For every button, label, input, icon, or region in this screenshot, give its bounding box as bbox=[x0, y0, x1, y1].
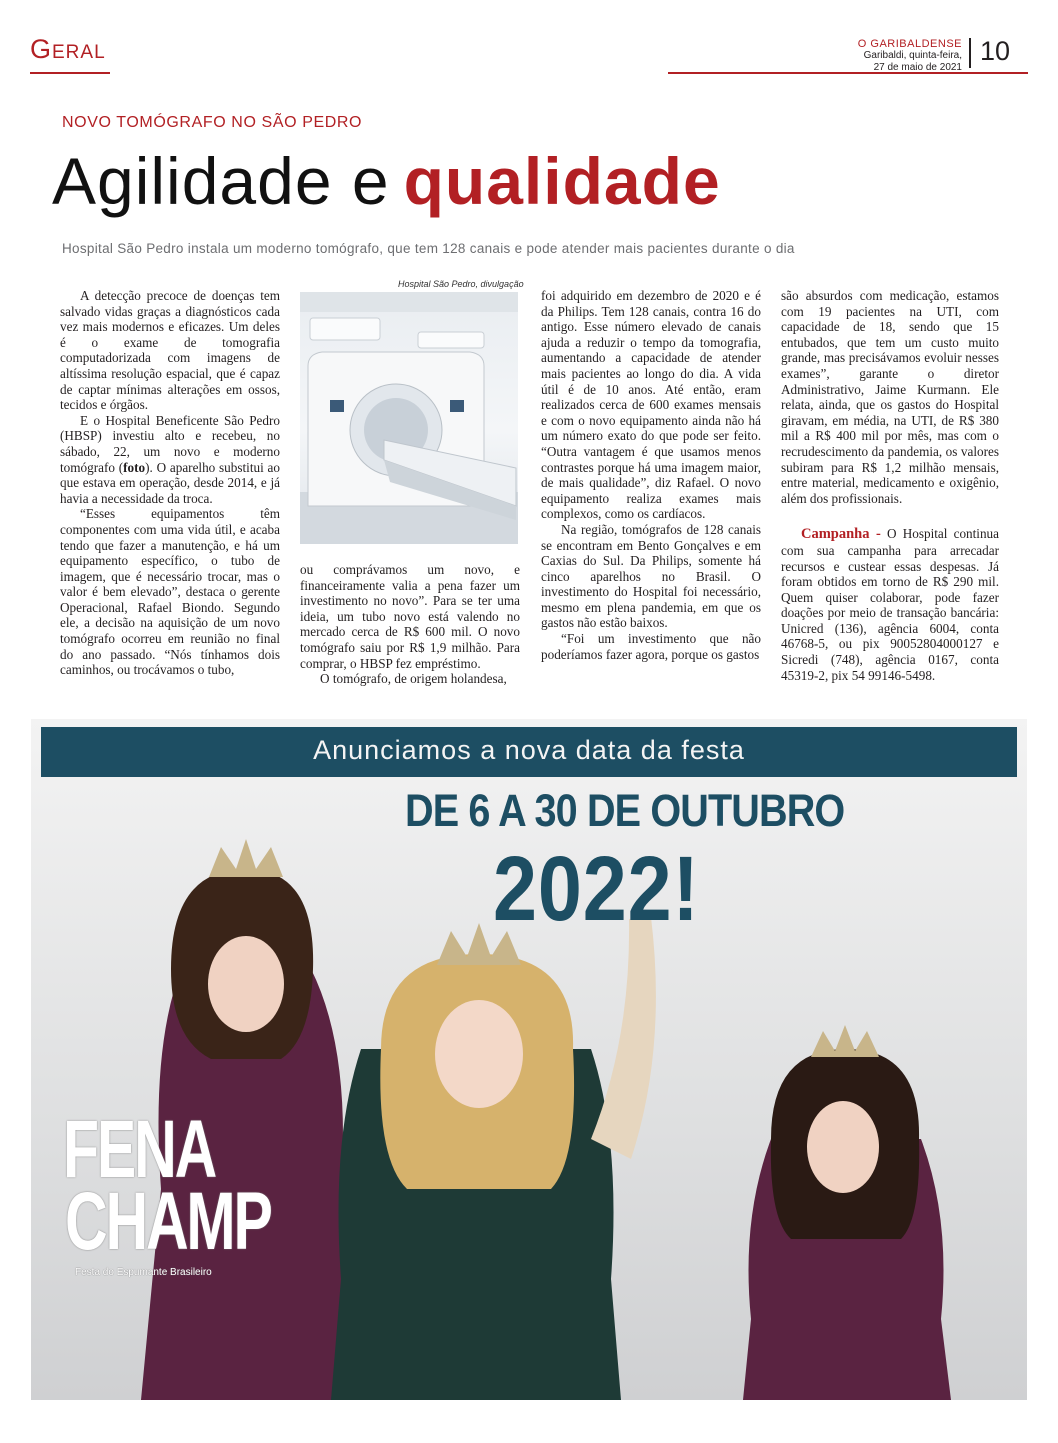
header-rule-right bbox=[668, 72, 1028, 74]
ad-banner bbox=[41, 727, 1017, 777]
ad-banner-text: Anunciamos a nova data da festa bbox=[313, 735, 745, 765]
paragraph: ou comprávamos um novo, e financeiramente valia a pena fazer um investimento no novo”. Para se ter uma ideia, um tubo novo está valendo no mercado cerca de R$ 600 mil. O novo tomógrafo saiu por R$ 1,9 milhão. Para comprar, o HBSP fez empréstimo. bbox=[300, 562, 520, 671]
paragraph: A detecção precoce de doenças tem salvado vidas graças a diagnósticos cada vez mais modernos e eficazes. Um deles é o exame de tomografia computadorizada com imagens de altíssima resolução espacial, que é capaz de captar mínimas alterações em ossos, tecidos e órgãos. bbox=[60, 288, 280, 413]
page-number-divider bbox=[969, 38, 971, 68]
section-name: Geral bbox=[30, 34, 106, 64]
article-subhead: Hospital São Pedro instala um moderno tomógrafo, que tem 128 canais e pode atender mais pacientes durante o dia bbox=[62, 241, 795, 256]
article-column-2 bbox=[300, 562, 520, 687]
paragraph: são absurdos com medicação, estamos com 19 pacientes na UTI, com capacidade de 18, sendo que 15 entubados, que tem um custo muito grande, mas precisávamos evoluir nesses exames”, garante o diretor Administrativo, Jaime Kurmann. Ele relata, ainda, que os gastos do Hospital giravam, em média, na UTI, de R$ 380 mil a R$ 400 mil por mês, mas com o recrudescimento da pandemia, os valores subiram para R$ 1,2 milhão mensais, entre material, medicamento e oxigênio, além dos profissionais. bbox=[781, 288, 999, 506]
campanha-label: Campanha - bbox=[801, 526, 881, 543]
article-column-4 bbox=[781, 288, 999, 683]
paragraph: foi adquirido em dezembro de 2020 e é da Philips. Tem 128 canais, contra 16 do antigo. Esse número elevado de canais ajuda a reduzir o tempo da tomografia, aumentando a capacidade de atender mais pacientes ao longo do dia. A vida útil é de 10 anos. Até então, eram realizados cerca de 600 exames mensais e com o novo equipamento ainda não há um número exato do que pode ser feito. “Outra vantagem é que usamos menos contrastes porque há uma imagem maior, de mais qualidade”, diz Rafael. O novo equipamento realiza exames mais complexos, como os cardíacos. bbox=[541, 288, 761, 522]
paragraph: “Foi um investimento que não poderíamos fazer agora, porque os gastos bbox=[541, 631, 761, 662]
masthead bbox=[858, 38, 962, 74]
paragraph: Na região, tomógrafos de 128 canais se encontram em Bento Gonçalves e em Caxias do Sul. Da Philips, somente há cinco aparelhos no Brasil. O investimento do Hospital foi necessário, mesmo em plena pandemia, em que os gastos não estão baixos. bbox=[541, 521, 761, 631]
photo-credit: Hospital São Pedro, divulgação bbox=[398, 279, 524, 289]
fenachamp-tagline: Festa do Espumante Brasileiro bbox=[75, 1267, 212, 1278]
fenachamp-logo-line1: FENA bbox=[63, 1104, 216, 1195]
paper-name: O GARIBALDENSE bbox=[857, 38, 962, 50]
issue-place: Garibaldi, quinta-feira, bbox=[863, 50, 962, 61]
fenachamp-advertisement bbox=[31, 719, 1027, 1400]
page-number: 10 bbox=[980, 36, 1011, 66]
paragraph: “Esses equipamentos têm componentes com uma vida útil, e acaba tendo que fazer a manutenção, e há um equipamento específico, o tubo de imagem, que é necessário trocar, mas o valor é bem elevado”, destaca o gerente Operacional, Rafael Biondo. Segundo ele, a decisão na aquisição de um novo tomógrafo ocorreu em reunião no final do ano passado. “Nós tínhamos dois caminhos, ou trocávamos o tubo, bbox=[60, 506, 280, 678]
article-column-1 bbox=[60, 288, 280, 678]
campanha-paragraph: Campanha - O Hospital continua com sua campanha para arrecadar recursos e custear essas despesas. Já foram obtidos em torno de R$ 290 mil. Quem quiser colaborar, pode fazer doações por meio de transação bancária: Unicred (136), agência 6004, conta 46768-5, ou pix 90052804000127 e Sicredi (748), agência 0167, conta 45319-2, pix 54 99146-5498. bbox=[781, 526, 1000, 683]
fenachamp-logo-line2: CHAMP bbox=[65, 1176, 271, 1267]
issue-date: 27 de maio de 2021 bbox=[873, 62, 962, 73]
ad-event-dates: DE 6 A 30 DE OUTUBRO bbox=[405, 785, 845, 836]
headline-part1: Agilidade e bbox=[52, 144, 390, 218]
paragraph: O tomógrafo, de origem holandesa, bbox=[320, 671, 507, 687]
article-column-3 bbox=[541, 288, 761, 662]
ad-event-year: 2022! bbox=[493, 838, 700, 940]
paragraph: E o Hospital Beneficente São Pedro (HBSP) investiu alto e recebeu, no sábado, 22, um novo e moderno tomógrafo (foto). O aparelho substitui ao que estava em operação, desde 2014, e já havia a necessidade da troca. bbox=[60, 412, 280, 506]
ct-scanner-illustration bbox=[300, 292, 518, 544]
article-headline bbox=[52, 138, 721, 224]
ct-scanner-photo bbox=[300, 292, 518, 544]
header-rule-left bbox=[30, 72, 110, 74]
headline-part2: qualidade bbox=[403, 144, 721, 218]
photo-reference: foto bbox=[123, 459, 146, 475]
article-kicker: NOVO TOMÓGRAFO NO SÃO PEDRO bbox=[62, 114, 363, 131]
